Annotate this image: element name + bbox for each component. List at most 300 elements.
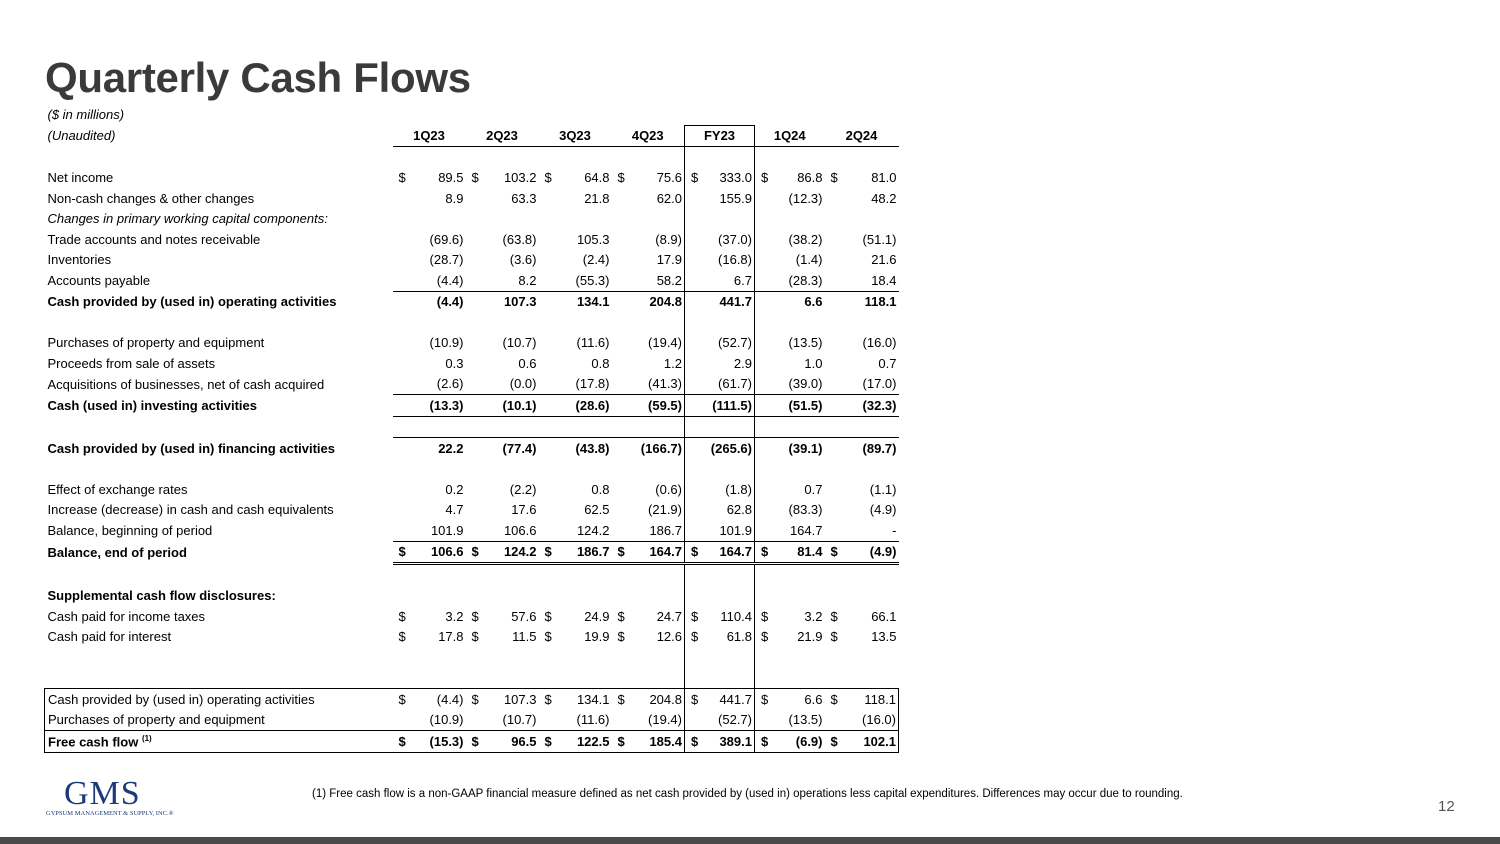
- column-header: 2Q24: [825, 125, 899, 147]
- currency-symbol: $: [761, 170, 769, 186]
- cell-value: (0.6): [655, 481, 682, 497]
- row-label-text: Proceeds from sale of assets: [47, 355, 216, 371]
- cell-value: 17.6: [511, 502, 537, 518]
- currency-symbol: $: [539, 731, 561, 753]
- cell-value: (16.8): [705, 250, 755, 271]
- spacer-cell: [685, 312, 705, 333]
- spacer-cell: [755, 147, 777, 168]
- currency-symbol: [612, 188, 634, 209]
- cell-value: (4.9): [845, 541, 899, 564]
- page-title: Quarterly Cash Flows: [45, 54, 471, 101]
- table-row: [45, 104, 899, 125]
- cell-value: (1.8): [705, 479, 755, 500]
- spacer-cell: [612, 647, 634, 668]
- currency-symbol: [393, 229, 415, 250]
- cell-value: 17.9: [656, 252, 682, 268]
- row-label: [45, 731, 393, 753]
- cell-value: 1.2: [663, 355, 682, 371]
- cell-value: 118.1: [845, 689, 899, 710]
- cell-value: 17.8: [438, 629, 464, 645]
- cell-value: (166.7): [634, 438, 685, 459]
- row-receivables: [45, 229, 899, 250]
- cell-value: (28.6): [561, 395, 612, 417]
- cell-value: (2.6): [415, 374, 466, 395]
- currency-symbol: $: [685, 627, 705, 648]
- cell-value: (10.9): [429, 712, 464, 728]
- currency-symbol: [539, 395, 561, 417]
- cell-value: (13.5): [788, 712, 823, 728]
- row-label: [45, 374, 393, 395]
- table-row: [45, 416, 899, 438]
- spacer-cell: [777, 564, 825, 586]
- cell-value: (11.6): [576, 712, 610, 728]
- spacer-cell: [466, 647, 488, 668]
- column-header: 2Q23: [466, 125, 539, 147]
- spacer-cell: [755, 668, 777, 689]
- currency-symbol: [755, 333, 777, 354]
- spacer-cell: [539, 564, 561, 586]
- cell-value: 8.9: [445, 190, 464, 206]
- currency-symbol: [466, 291, 488, 312]
- cell-value: (16.0): [862, 335, 897, 351]
- currency-symbol: [393, 438, 415, 459]
- currency-symbol: $: [825, 541, 845, 564]
- currency-symbol: [685, 188, 705, 209]
- currency-symbol: [539, 520, 561, 541]
- row-label-text: Free cash flow: [48, 733, 139, 749]
- currency-symbol: $: [539, 689, 561, 710]
- cell-value: (51.1): [862, 231, 897, 247]
- currency-symbol: [539, 229, 561, 250]
- cell-value: 103.2: [503, 170, 537, 186]
- spacer-cell: [488, 312, 539, 333]
- currency-symbol: [612, 353, 634, 374]
- currency-symbol: $: [471, 170, 479, 186]
- spacer-cell: [705, 668, 755, 689]
- cell-value: 106.6: [488, 520, 539, 541]
- page-number: 12: [1438, 798, 1455, 815]
- cell-value: (13.5): [788, 335, 823, 351]
- row-label: [45, 689, 393, 710]
- spacer-cell: [561, 564, 612, 586]
- currency-symbol: [539, 250, 561, 271]
- cell-value: 106.6: [415, 541, 466, 564]
- cell-value: 0.6: [518, 355, 537, 371]
- cell-value: (55.3): [561, 270, 612, 291]
- row-asset-sales: [45, 353, 899, 374]
- row-label-text: Cash paid for income taxes: [47, 608, 206, 624]
- cell-value: 124.2: [488, 541, 539, 564]
- units-label: ($ in millions): [47, 106, 125, 122]
- currency-symbol: [685, 710, 705, 731]
- table-row: [45, 459, 899, 480]
- cell-value: 81.0: [871, 170, 897, 186]
- spacer-cell: [634, 459, 685, 480]
- currency-symbol: [825, 250, 845, 271]
- currency-symbol: [685, 291, 705, 312]
- spacer-cell: [45, 647, 393, 668]
- currency-symbol: $: [466, 541, 488, 564]
- currency-symbol: [825, 270, 845, 291]
- spacer-cell: [612, 209, 634, 230]
- spacer-cell: [755, 564, 777, 586]
- cell-value: (1.4): [795, 252, 823, 268]
- currency-symbol: [755, 229, 777, 250]
- currency-symbol: $: [393, 731, 415, 753]
- currency-symbol: [466, 395, 488, 417]
- spacer-cell: [415, 459, 466, 480]
- cell-value: 134.1: [576, 294, 610, 310]
- row-inventories: [45, 250, 899, 271]
- spacer-cell: [634, 416, 685, 438]
- row-label-text: Cash (used in) investing activities: [47, 397, 257, 413]
- cell-value: 62.8: [705, 500, 755, 521]
- cell-value: 204.8: [649, 294, 682, 310]
- cell-value: (265.6): [705, 438, 755, 459]
- spacer-cell: [539, 416, 561, 438]
- spacer-cell: [705, 459, 755, 480]
- cell-value: 21.8: [584, 190, 610, 206]
- currency-symbol: [466, 438, 488, 459]
- footnote: (1) Free cash flow is a non-GAAP financial measure defined as net cash provided by (used in) operations less capital expenditures. Differences may occur due to rounding.: [312, 788, 1183, 800]
- currency-symbol: [825, 291, 845, 312]
- cell-value: 21.9: [797, 629, 823, 645]
- row-label: [45, 710, 393, 731]
- spacer-cell: [685, 459, 705, 480]
- currency-symbol: $: [393, 541, 415, 564]
- cell-value: 19.9: [584, 629, 610, 645]
- spacer-cell: [466, 459, 488, 480]
- currency-symbol: [466, 333, 488, 354]
- currency-symbol: [825, 353, 845, 374]
- cell-value: 101.9: [415, 520, 466, 541]
- spacer-cell: [755, 416, 777, 438]
- currency-symbol: [539, 270, 561, 291]
- spacer-cell: [634, 312, 685, 333]
- spacer-cell: [488, 668, 539, 689]
- cell-value: (41.3): [634, 374, 685, 395]
- spacer-cell: [561, 147, 612, 168]
- cell-value: (1.1): [869, 481, 897, 497]
- spacer-cell: [561, 668, 612, 689]
- cell-value: (21.9): [648, 502, 682, 518]
- cell-value: (83.3): [788, 502, 823, 518]
- row-label: [45, 627, 393, 648]
- spacer-cell: [539, 647, 561, 668]
- cell-value: 134.1: [561, 689, 612, 710]
- spacer-cell: [539, 147, 561, 168]
- currency-symbol: [612, 333, 634, 354]
- row-label: [45, 168, 393, 189]
- spacer-cell: [612, 668, 634, 689]
- row-label-text: Non-cash changes & other changes: [47, 190, 255, 206]
- column-header: 3Q23: [539, 125, 612, 147]
- spacer-cell: [825, 147, 845, 168]
- cell-value: (59.5): [634, 395, 685, 417]
- spacer-cell: [415, 564, 466, 586]
- spacer-cell: [393, 647, 415, 668]
- cell-value: 0.8: [591, 355, 610, 371]
- column-header: 4Q23: [612, 125, 685, 147]
- currency-symbol: [612, 500, 634, 521]
- spacer-cell: [393, 586, 415, 607]
- row-label-text: Net income: [47, 170, 114, 186]
- currency-symbol: [755, 479, 777, 500]
- spacer-cell: [488, 459, 539, 480]
- currency-symbol: [466, 374, 488, 395]
- currency-symbol: [466, 229, 488, 250]
- column-header: 1Q23: [393, 125, 466, 147]
- spacer-cell: [825, 668, 845, 689]
- cash-flow-table-body: [45, 104, 899, 752]
- spacer-cell: [755, 647, 777, 668]
- cell-value: 48.2: [871, 190, 897, 206]
- spacer-cell: [466, 668, 488, 689]
- currency-symbol: $: [466, 689, 488, 710]
- currency-symbol: [612, 291, 634, 312]
- currency-symbol: $: [761, 608, 769, 624]
- currency-symbol: $: [755, 541, 777, 564]
- spacer-cell: [393, 668, 415, 689]
- spacer-cell: [755, 312, 777, 333]
- spacer-cell: [755, 586, 777, 607]
- currency-symbol: $: [544, 629, 552, 645]
- spacer-cell: [845, 147, 899, 168]
- spacer-cell: [634, 209, 685, 230]
- row-non-cash: [45, 188, 899, 209]
- currency-symbol: [685, 353, 705, 374]
- section-label: Supplemental cash flow disclosures:: [47, 588, 276, 604]
- spacer-cell: [393, 312, 415, 333]
- currency-symbol: [539, 333, 561, 354]
- cell-value: 164.7: [634, 541, 685, 564]
- spacer-cell: [488, 209, 539, 230]
- column-header: FY23: [685, 125, 755, 147]
- currency-symbol: $: [471, 629, 479, 645]
- cell-value: 107.3: [488, 689, 539, 710]
- row-taxes: [45, 606, 899, 627]
- row-label-text: Cash provided by (used in) operating activities: [47, 294, 337, 309]
- currency-symbol: [755, 353, 777, 374]
- currency-symbol: [685, 438, 705, 459]
- cell-value: 81.4: [777, 541, 825, 564]
- row-label: [45, 270, 393, 291]
- spacer-cell: [777, 586, 825, 607]
- row-label: [45, 606, 393, 627]
- spacer-cell: [845, 209, 899, 230]
- spacer-cell: [634, 147, 685, 168]
- currency-symbol: $: [685, 168, 705, 189]
- spacer-cell: [612, 586, 634, 607]
- currency-symbol: [393, 710, 415, 731]
- cell-value: (28.3): [777, 270, 825, 291]
- gms-logo: [44, 776, 184, 820]
- spacer-cell: [45, 459, 393, 480]
- spacer-cell: [634, 564, 685, 586]
- currency-symbol: [825, 333, 845, 354]
- currency-symbol: [755, 520, 777, 541]
- cell-value: 118.1: [864, 294, 897, 310]
- currency-symbol: [466, 479, 488, 500]
- spacer-cell: [777, 147, 825, 168]
- currency-symbol: [393, 500, 415, 521]
- spacer-cell: [561, 209, 612, 230]
- currency-symbol: [755, 438, 777, 459]
- currency-symbol: $: [398, 608, 406, 624]
- spacer-cell: [539, 586, 561, 607]
- cell-value: 6.6: [804, 294, 823, 310]
- currency-symbol: [825, 710, 845, 731]
- spacer-cell: [685, 564, 705, 586]
- currency-symbol: [393, 395, 415, 417]
- cell-value: 204.8: [634, 689, 685, 710]
- spacer-cell: [825, 209, 845, 230]
- currency-symbol: [612, 710, 634, 731]
- spacer-cell: [612, 416, 634, 438]
- cell-value: 155.9: [705, 188, 755, 209]
- spacer-cell: [845, 312, 899, 333]
- spacer-cell: [415, 209, 466, 230]
- row-fx: [45, 479, 899, 500]
- currency-symbol: $: [393, 689, 415, 710]
- spacer-cell: [393, 209, 415, 230]
- cell-value: 105.3: [576, 231, 610, 247]
- cell-value: (39.0): [777, 374, 825, 395]
- spacer-cell: [825, 586, 845, 607]
- currency-symbol: [612, 229, 634, 250]
- spacer-cell: [393, 459, 415, 480]
- spacer-cell: [488, 416, 539, 438]
- cell-value: 61.8: [705, 627, 755, 648]
- spacer-cell: [705, 647, 755, 668]
- spacer-cell: [539, 312, 561, 333]
- table-row: [45, 147, 899, 168]
- cell-value: (2.2): [509, 481, 537, 497]
- spacer-cell: [561, 586, 612, 607]
- spacer-cell: [777, 416, 825, 438]
- spacer-cell: [415, 668, 466, 689]
- currency-symbol: [539, 438, 561, 459]
- cell-value: (6.9): [777, 731, 825, 753]
- cell-value: 186.7: [634, 520, 685, 541]
- row-investing: [45, 395, 899, 417]
- row-label-text: Increase (decrease) in cash and cash equivalents: [47, 502, 334, 518]
- cell-value: 164.7: [705, 541, 755, 564]
- row-label: [45, 520, 393, 541]
- cell-value: (19.4): [648, 712, 682, 728]
- cell-value: (15.3): [415, 731, 466, 753]
- cell-value: 0.8: [591, 481, 610, 497]
- currency-symbol: $: [612, 731, 634, 753]
- row-label: [45, 229, 393, 250]
- spacer-cell: [777, 647, 825, 668]
- spacer-cell: [466, 416, 488, 438]
- row-label-text: Acquisitions of businesses, net of cash acquired: [47, 376, 325, 392]
- spacer-cell: [488, 647, 539, 668]
- spacer-cell: [777, 459, 825, 480]
- row-balance-end: [45, 541, 899, 564]
- currency-symbol: [539, 374, 561, 395]
- currency-symbol: $: [755, 731, 777, 753]
- spacer-cell: [705, 209, 755, 230]
- column-header: 1Q24: [755, 125, 825, 147]
- currency-symbol: [393, 188, 415, 209]
- cell-value: 441.7: [705, 291, 755, 312]
- currency-symbol: $: [825, 731, 845, 753]
- row-net-change: [45, 500, 899, 521]
- currency-symbol: $: [398, 170, 406, 186]
- currency-symbol: [755, 250, 777, 271]
- row-label-text: Cash paid for interest: [47, 629, 172, 645]
- spacer-cell: [45, 668, 393, 689]
- cell-value: 389.1: [705, 731, 755, 753]
- cell-value: 3.2: [445, 608, 464, 624]
- cell-value: 22.2: [415, 438, 466, 459]
- currency-symbol: [539, 479, 561, 500]
- cell-value: (52.7): [705, 710, 755, 731]
- currency-symbol: $: [398, 629, 406, 645]
- spacer-cell: [755, 209, 777, 230]
- spacer-cell: [415, 147, 466, 168]
- spacer-cell: [845, 647, 899, 668]
- spacer-cell: [466, 209, 488, 230]
- spacer-cell: [393, 416, 415, 438]
- currency-symbol: [393, 353, 415, 374]
- spacer-cell: [777, 312, 825, 333]
- currency-symbol: $: [830, 629, 838, 645]
- cell-value: (4.4): [415, 270, 466, 291]
- cell-value: 101.9: [705, 520, 755, 541]
- currency-symbol: [825, 520, 845, 541]
- cell-value: (11.6): [576, 335, 610, 351]
- currency-symbol: $: [830, 170, 838, 186]
- row-financing: [45, 438, 899, 459]
- currency-symbol: [612, 374, 634, 395]
- currency-symbol: [825, 500, 845, 521]
- currency-symbol: [685, 333, 705, 354]
- cell-value: 12.6: [656, 629, 682, 645]
- cell-value: (111.5): [705, 395, 755, 417]
- cell-value: 8.2: [488, 270, 539, 291]
- currency-symbol: [685, 395, 705, 417]
- cell-value: 1.0: [804, 355, 823, 371]
- currency-symbol: $: [755, 689, 777, 710]
- cell-value: 62.0: [656, 190, 682, 206]
- spacer-cell: [539, 209, 561, 230]
- spacer-cell: [561, 647, 612, 668]
- currency-symbol: [612, 520, 634, 541]
- cell-value: 11.5: [512, 629, 537, 645]
- currency-symbol: [393, 333, 415, 354]
- cell-value: 24.7: [656, 608, 682, 624]
- row-fcf: [45, 731, 899, 753]
- row-label: [45, 291, 393, 312]
- currency-symbol: [685, 250, 705, 271]
- cell-value: (17.0): [845, 374, 899, 395]
- currency-symbol: [825, 395, 845, 417]
- currency-symbol: [612, 438, 634, 459]
- row-label-text: Inventories: [47, 252, 112, 268]
- row-label-text: Cash provided by (used in) financing activities: [47, 440, 335, 456]
- row-label: [45, 438, 393, 459]
- currency-symbol: [612, 395, 634, 417]
- currency-symbol: [755, 291, 777, 312]
- cell-value: 58.2: [634, 270, 685, 291]
- currency-symbol: $: [685, 689, 705, 710]
- cell-value: 0.7: [804, 481, 823, 497]
- row-label-text: Balance, beginning of period: [47, 523, 213, 538]
- cell-value: (10.9): [429, 335, 464, 351]
